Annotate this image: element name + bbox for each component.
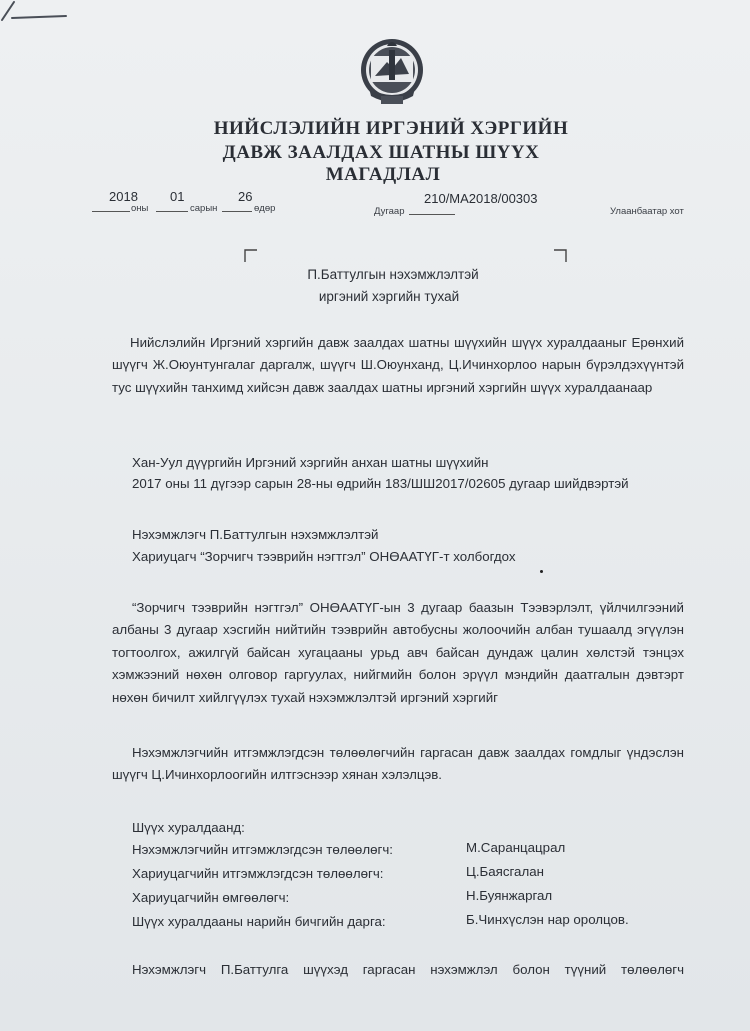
date-day: 26 [238, 189, 253, 204]
date-year: 2018 [109, 189, 138, 204]
first-instance-decision: 2017 оны 11 дүгээр сарын 28-ны өдрийн 183/ШШ2017/02605 дугаар шийдвэртэй [132, 476, 629, 491]
last-line: Нэхэмжлэгч П.Баттулга шүүхэд гаргасан нэхэмжлэл болон түүний төлөөлөгч [132, 962, 684, 977]
bracket-left [244, 249, 258, 263]
participant-name: Ц.Баясгалан [466, 864, 544, 879]
case-title-line2: иргэний хэргийн тухай [318, 289, 460, 304]
participant-name: Б.Чинхүслэн нар оролцов. [466, 912, 629, 927]
participant-role: Хариуцагчийн итгэмжлэгдсэн төлөөлөгч: [132, 866, 384, 881]
bracket-right [553, 249, 567, 263]
first-instance-court: Хан-Уул дүүргийн Иргэний хэргийн анхан шатны шүүхийн [132, 455, 489, 470]
number-label: Дугаар [374, 206, 405, 217]
participant-role: Нэхэмжлэгчийн итгэмжлэгдсэн төлөөлөгч: [132, 842, 393, 857]
date-year-label: оны [131, 203, 149, 214]
date-month: 01 [170, 189, 185, 204]
state-emblem-icon [357, 36, 427, 110]
defendant-line: Хариуцагч “Зорчигч тээврийн нэгтгэл” ОНӨААТҮГ-т холбогдох [132, 549, 516, 564]
plaintiff-line: Нэхэмжлэгч П.Баттулгын нэхэмжлэлтэй [132, 527, 379, 542]
participant-name: М.Саранцацрал [466, 840, 566, 855]
participants-heading: Шүүх хуралдаанд: [132, 820, 245, 835]
date-month-label: сарын [190, 203, 218, 214]
city-label: Улаанбаатар хот [610, 206, 684, 217]
participant-role: Шүүх хуралдааны нарийн бичгийн дарга: [132, 914, 386, 929]
appeal-paragraph: Нэхэмжлэгчийн итгэмжлэгдсэн төлөөлөгчийн гаргасан давж заалдах гомдлыг үндэслэн шүүгч Ц.Ичинхорлоогийн илтгэснээр хянан хэлэлцэв. [112, 745, 684, 783]
participant-name: Н.Буянжаргал [466, 888, 553, 903]
claim-paragraph: “Зорчигч тээврийн нэгтгэл” ОНӨААТҮГ-ын 3 дугаар баазын Тээвэрлэлт, үйлчилгээний албаны 3 дугаар хэсгийн нийтийн тээврийн автобусны жолоочийн албан тушаалд эгүүлэн тогтоолгох, ажилгүй байсан хугацааны урьд авч байсан дундаж цалин хөлстэй тэнцэх хэмжээний нөхөн олговор гаргуулах, нийгмийн болон эрүүл мэндийн даатгалын дэвтэрт нөхөн бичилт хийлгүүлэх тухай нэхэмжлэлтэй иргэний хэргийг [112, 600, 684, 705]
case-title-line1: П.Баттулгын нэхэмжлэлтэй [307, 267, 479, 282]
court-name-line1: НИЙСЛЭЛИЙН ИРГЭНИЙ ХЭРГИЙН [213, 118, 569, 139]
document-type: МАГАДЛАЛ [325, 164, 441, 185]
date-day-label: өдөр [254, 203, 276, 214]
document-number: 210/МА2018/00303 [424, 191, 538, 206]
pen-mark [0, 0, 70, 22]
court-name-line2: ДАВЖ ЗААЛДАХ ШАТНЫ ШҮҮХ [222, 142, 540, 163]
intro-paragraph: Нийслэлийн Иргэний хэргийн давж заалдах шатны шүүхийн шүүх хуралдааныг Ерөнхий шүүгч Ж.Оюунтунгалаг даргалж, шүүгч Ш.Оюунханд, Ц.Ичинхорлоо нарын бүрэлдэхүүнтэй тус шүүхийн танхимд хийсэн давж заалдах шатны иргэний хэргийн шүүх хуралдаанаар [112, 335, 684, 395]
participant-role: Хариуцагчийн өмгөөлөгч: [132, 890, 290, 905]
